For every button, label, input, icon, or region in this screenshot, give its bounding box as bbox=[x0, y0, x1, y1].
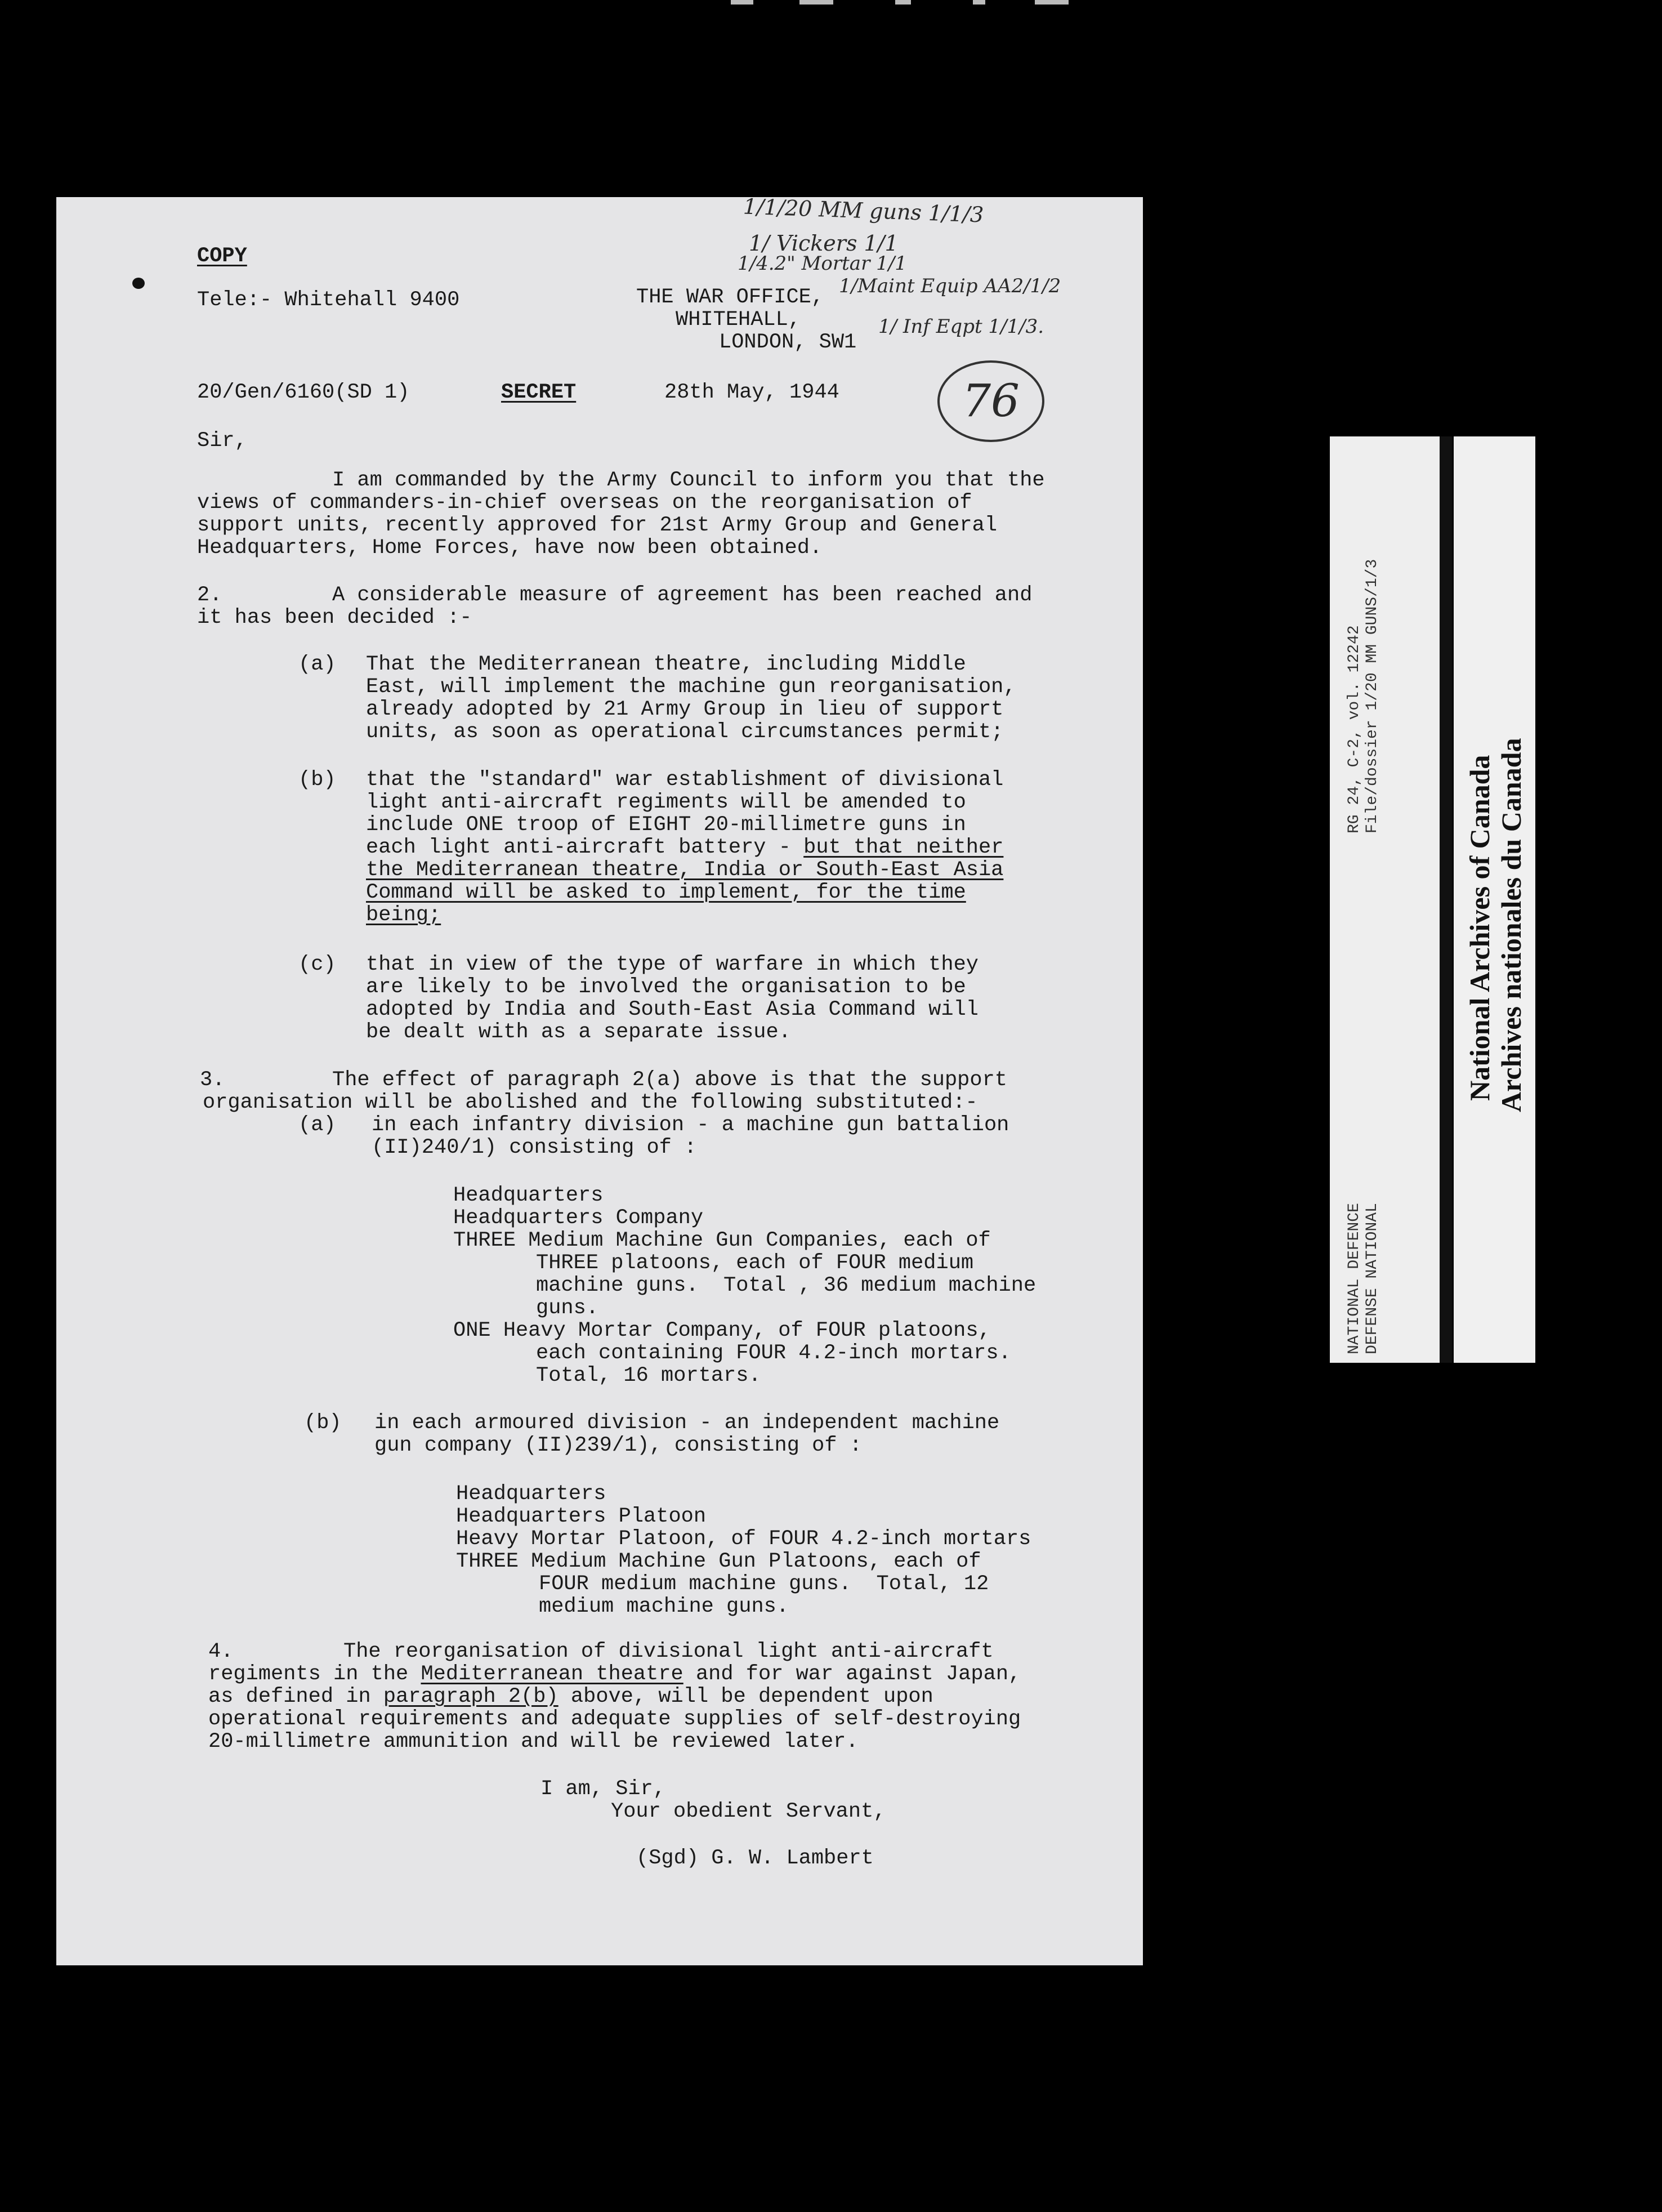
archive-reference-line-2: File/dossier 1/20 MM GUNS/1/3 bbox=[1364, 559, 1381, 833]
para4-line bbox=[208, 1685, 933, 1708]
handwritten-note-1: 1/1/20 MM guns 1/1/3 bbox=[743, 194, 984, 228]
para2b-line4-text: each light anti-aircraft battery - bbox=[366, 836, 804, 859]
handwritten-note-5: 1/ Inf Eqpt 1/1/3. bbox=[878, 315, 1044, 338]
para3b-list-item: Headquarters Platoon bbox=[456, 1505, 707, 1528]
para4-text: regiments in the bbox=[208, 1662, 421, 1686]
para3b-line: in each armoured division - an independent machine bbox=[374, 1411, 1000, 1435]
para2b-line: that the "standard" war establishment of divisional bbox=[366, 768, 1004, 792]
para2-number: 2. bbox=[197, 583, 222, 607]
para2a-line: That the Mediterranean theatre, including Middle bbox=[366, 653, 966, 676]
para2a-line: East, will implement the machine gun reorganisation, bbox=[366, 675, 1016, 699]
para2b-underlined-text: but that neither bbox=[803, 836, 1004, 859]
national-archives-english: National Archives of Canada bbox=[1464, 755, 1495, 1101]
handwritten-note-2: 1/ Vickers 1/1 bbox=[749, 231, 899, 256]
para4-underlined-text: Mediterranean theatre bbox=[421, 1662, 683, 1686]
para3-line: organisation will be abolished and the following substituted:- bbox=[203, 1091, 978, 1114]
para2b-underlined-line: Command will be asked to implement, for the time bbox=[366, 881, 966, 904]
para4-number: 4. bbox=[208, 1640, 234, 1664]
para2c-line: that in view of the type of warfare in which they bbox=[366, 953, 979, 976]
para2c-line: are likely to be involved the organisation to be bbox=[366, 975, 966, 999]
salutation: Sir, bbox=[197, 429, 247, 453]
classification: SECRET bbox=[501, 381, 577, 404]
para3a-list-item: ONE Heavy Mortar Company, of FOUR platoons, bbox=[453, 1319, 991, 1343]
para2b-underlined-line: being; bbox=[366, 903, 441, 927]
scan-edge-mark bbox=[799, 0, 833, 5]
sheet-number-circle: 76 bbox=[937, 360, 1044, 442]
para3b-label: (b) bbox=[304, 1411, 342, 1435]
para3a-list-item: Headquarters Company bbox=[453, 1206, 704, 1230]
para4-line: 20-millimetre ammunition and will be reviewed later. bbox=[208, 1730, 859, 1754]
para3a-list-item: Total, 16 mortars. bbox=[536, 1364, 761, 1388]
scan-edge-mark bbox=[1035, 0, 1069, 5]
para3a-list-item: machine guns. Total , 36 medium machine bbox=[536, 1274, 1036, 1297]
archive-reference-line-1: RG 24, C-2, vol. 12242 bbox=[1346, 625, 1363, 833]
para3a-line: in each infantry division - a machine gun battalion bbox=[372, 1113, 1009, 1137]
national-defence-stamp-1: NATIONAL DEFENCE bbox=[1346, 1203, 1363, 1354]
para2a-line: already adopted by 21 Army Group in lieu of support bbox=[366, 698, 1004, 721]
para3a-label: (a) bbox=[298, 1113, 336, 1137]
address-line-3: LONDON, SW1 bbox=[719, 331, 857, 354]
handwritten-note-4: 1/Maint Equip AA2/1/2 bbox=[839, 275, 1061, 297]
tab-divider bbox=[1440, 436, 1452, 1363]
para2b-line bbox=[366, 836, 1003, 859]
para1-line: views of commanders-in-chief overseas on the reorganisation of bbox=[197, 491, 972, 515]
handwritten-note-3: 1/4.2" Mortar 1/1 bbox=[738, 252, 907, 275]
para2b-underlined-line: the Mediterranean theatre, India or South-East Asia bbox=[366, 858, 1004, 882]
para2c-line: adopted by India and South-East Asia Command will bbox=[366, 998, 979, 1022]
para1-line: I am commanded by the Army Council to inform you that the bbox=[332, 469, 1045, 492]
national-defence-stamp-2: DEFENSE NATIONAL bbox=[1364, 1203, 1381, 1354]
para4-underlined-text: paragraph 2(b) bbox=[383, 1685, 559, 1709]
closing-line-2: Your obedient Servant, bbox=[611, 1800, 886, 1823]
para4-text: and for war against Japan, bbox=[683, 1662, 1021, 1686]
para3b-list-item: medium machine guns. bbox=[539, 1595, 789, 1618]
copy-label: COPY bbox=[197, 244, 247, 268]
para3b-list-item: Headquarters bbox=[456, 1482, 606, 1506]
para3b-list-item: THREE Medium Machine Gun Platoons, each of bbox=[456, 1550, 981, 1573]
national-archives-french: Archives nationales du Canada bbox=[1495, 738, 1527, 1112]
scan-edge-mark bbox=[973, 0, 985, 5]
para2c-label: (c) bbox=[298, 953, 336, 976]
para3b-list-item: FOUR medium machine guns. Total, 12 bbox=[539, 1572, 989, 1596]
para3a-list-item: each containing FOUR 4.2-inch mortars. bbox=[536, 1341, 1011, 1365]
signature: (Sgd) G. W. Lambert bbox=[636, 1847, 874, 1870]
para2-line: A considerable measure of agreement has been reached and bbox=[332, 583, 1033, 607]
para3a-list-item: THREE platoons, each of FOUR medium bbox=[536, 1251, 974, 1275]
para4-text: as defined in bbox=[208, 1685, 383, 1709]
para4-text: above, will be dependent upon bbox=[558, 1685, 933, 1709]
para1-line: Headquarters, Home Forces, have now been obtained. bbox=[197, 536, 823, 560]
para3-number: 3. bbox=[200, 1068, 225, 1092]
punch-hole-icon bbox=[132, 278, 145, 289]
para1-line: support units, recently approved for 21st Army Group and General bbox=[197, 514, 998, 537]
closing-line-1: I am, Sir, bbox=[540, 1777, 666, 1801]
para2c-line: be dealt with as a separate issue. bbox=[366, 1020, 791, 1044]
para2-line: it has been decided :- bbox=[197, 606, 472, 630]
para3b-line: gun company (II)239/1), consisting of : bbox=[374, 1434, 862, 1457]
para3-line: The effect of paragraph 2(a) above is that the support bbox=[332, 1068, 1007, 1092]
scan-edge-mark bbox=[895, 0, 911, 5]
para4-line bbox=[208, 1663, 1021, 1685]
para2a-label: (a) bbox=[298, 653, 336, 676]
scan-edge-mark bbox=[731, 0, 753, 5]
para2a-line: units, as soon as operational circumstances permit; bbox=[366, 720, 1004, 744]
para3a-line: (II)240/1) consisting of : bbox=[372, 1136, 697, 1159]
letter-date: 28th May, 1944 bbox=[664, 381, 839, 404]
para3a-list-item: guns. bbox=[536, 1296, 599, 1320]
para3b-list-item: Heavy Mortar Platoon, of FOUR 4.2-inch mortars bbox=[456, 1527, 1031, 1551]
para3a-list-item: Headquarters bbox=[453, 1184, 604, 1207]
para2b-line: light anti-aircraft regiments will be amended to bbox=[366, 791, 966, 814]
para4-line: The reorganisation of divisional light anti-aircraft bbox=[343, 1640, 994, 1664]
telephone: Tele:- Whitehall 9400 bbox=[197, 288, 460, 312]
para2b-label: (b) bbox=[298, 768, 336, 792]
reference-number: 20/Gen/6160(SD 1) bbox=[197, 381, 410, 404]
para2b-line: include ONE troop of EIGHT 20-millimetre guns in bbox=[366, 813, 966, 837]
address-line-2: WHITEHALL, bbox=[676, 308, 801, 332]
address-line-1: THE WAR OFFICE, bbox=[636, 286, 824, 309]
para4-line: operational requirements and adequate supplies of self-destroying bbox=[208, 1707, 1021, 1731]
para3a-list-item: THREE Medium Machine Gun Companies, each of bbox=[453, 1229, 991, 1252]
